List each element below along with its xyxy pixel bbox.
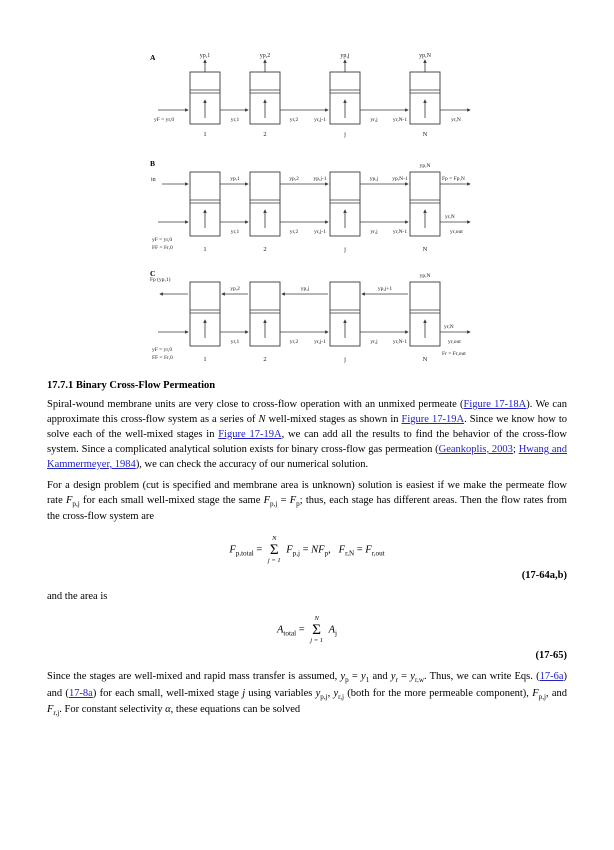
reference-link[interactable]: 17-6a [539,671,564,683]
variable: y [315,687,321,699]
stream-label: yr,j-1 [314,339,326,345]
stream-label: yr,N [451,117,461,123]
stream-label: yr,N [444,324,454,330]
stream-label: yr,1 [230,117,240,123]
subscript: 1 [365,676,370,685]
paragraph-area-intro: and the area is [47,591,108,603]
paragraph-design-problem: For a design problem (cut is specified and membrane area is unknown) solution is easiest if we make the permeate flow rate $F_{p,j}$ for each small well-mixed stage the same $F_{p,j} = F_p$; thus, each stage has different areas. Then the flow rates from the cross-flow system are [47,480,567,523]
equation-17-64: $F_{p,total}$ = N Σ j = 1 $F_{p,j} = NF_p$, $F_{r,N} = F_{r,out}$ [229,535,385,564]
variable: F [289,495,297,506]
subscript: r,N [345,549,355,558]
stream-label: yp,j [340,53,350,59]
subscript: p,total [235,549,254,558]
stream-label: yr,1 [230,229,240,235]
permeate-arrows [205,60,425,72]
variable: α [165,703,171,715]
equation-number-17-64: (17-64a,b) [521,570,567,582]
subscript: p [296,500,300,509]
variable: j [242,687,246,699]
diagram-c-tag: C [150,269,156,278]
stage-number: j [344,356,346,363]
stage-number: 2 [263,131,267,138]
stream-label: yp,2 [230,286,240,292]
paragraph-intro: Spiral-wound membrane units are very close to cross-flow operation with an unmixed permeate (Figure 17-18A). We can approximate this cross-flow system as a series of N well-mixed stages as shown in Figure 17-19A. Since we know how to solve each of the well-mixed stages in Figure 17-19A, we can add all the results to find the behavior of the cross-flow system. Since a complicated analytical solution exists for binary cross-flow gas permeation (Geankoplis, 2003; Hwang and Kammermeyer, 1984), we can check the accuracy of our numerical solution. [47,399,568,470]
variable: F [338,544,346,556]
stream-label: yp,N [419,53,431,59]
subscript: p,j [292,549,300,558]
stream-label: yp,2 [259,53,271,59]
variable: A [277,624,284,636]
equation-number-17-65: (17-65) [535,650,567,662]
paragraph-well-mixed: Since the stages are well-mixed and rapid mass transfer is assumed, $y_p = y_1$ and $y_r = y_{r,w}$. Thus, we can write Eqs. (17-6a) and (17-8a) for each small, well-mixed stage j using variables $y_{p,j}$, $y_{r,j}$ (both for the more permeable component), $F_{p,j}$, and $F_{r,j}$. For constant selectivity α, these equations can be solved [47,671,568,717]
subscript: p,j [72,500,80,509]
retentate-out-flow-label: Fr = Fr,out [442,351,466,357]
stream-label: yr,2 [289,229,299,235]
stage-number: 2 [263,246,267,253]
stage-number: 2 [263,356,267,363]
diagram-b-tag: B [150,159,156,168]
stream-label: yr,j [370,229,378,235]
stage-boxes [190,282,440,346]
stage-number: N [422,131,428,138]
reference-link[interactable]: Hwang and Kammermeyer, 1984 [47,444,567,470]
stream-label: yp,N [419,273,431,279]
diagram-c-countercurrent [147,266,479,366]
stream-label: yr,out [448,339,461,345]
feed-label: yF = yr,0 [152,237,173,243]
variable: F [365,544,372,556]
reference-link[interactable]: Figure 17-18A [463,399,527,410]
diagram-b-cocurrent [147,156,479,256]
feed-label: yF = yr,0 [154,117,175,123]
feed-label: FF = Fr,0 [152,355,173,361]
summation-symbol: N Σ j = 1 [310,615,323,644]
stream-label: yp,j [369,176,379,182]
stage-number: 1 [203,131,207,138]
diagram-a-crossflow [147,50,479,142]
stage-number: j [344,131,346,138]
stream-label: yr,N-1 [392,117,408,123]
permeate-out-label: Fp = Fp,N [442,176,465,182]
stage-number: N [422,356,428,363]
stage-number: 1 [203,246,207,253]
subscript: p [345,676,349,685]
stream-label: yr,N [445,214,455,220]
variable: y [361,671,366,683]
feed-label: FF = Fr,0 [152,245,173,251]
stream-label: yp,N [419,163,431,169]
reference-link[interactable]: Figure 17-19A [218,429,282,440]
variable: F [532,687,539,699]
reference-link[interactable]: Geankoplis, 2003 [438,444,513,455]
variable: A [328,624,336,636]
variable: y [410,671,415,683]
variable: F [263,495,271,506]
permeate-in-label: in [151,177,156,183]
stream-label: yr,j-1 [314,229,326,235]
stream-label: yr,N-1 [392,339,408,345]
reference-link[interactable]: Figure 17-19A [401,414,465,425]
reference-link[interactable]: 17-8a [68,687,93,699]
feed-label: yF = yr,0 [152,347,173,353]
stream-label: yp,N-1 [392,176,408,182]
stream-label: yr,2 [289,117,299,123]
subscript: r,j [338,692,345,701]
stream-label: yr,j [370,339,378,345]
stream-label: yr,j-1 [314,117,326,123]
variable: y [390,671,396,683]
stream-label: yp,j-1 [313,176,327,182]
subscript: p,j [320,692,328,701]
stream-label: yr,1 [230,339,240,345]
subscript: total [283,629,297,638]
stream-label: yr,2 [289,339,299,345]
stream-label: yr,j [370,117,378,123]
stream-label: yp,j+1 [377,286,393,292]
stream-label: yp,1 [230,176,240,182]
subscript: p,j [270,500,278,509]
document-page [0,50,614,718]
variable: NF [311,544,325,556]
subscript: r,j [53,708,60,717]
variable: F [229,544,236,556]
summation-symbol: N Σ j = 1 [267,535,281,564]
stream-label: yp,2 [289,176,299,182]
stage-number: 1 [203,356,207,363]
subscript: j [335,629,337,638]
stream-label: yr,out [450,229,463,235]
stage-number: N [422,246,428,253]
subscript: p [324,549,329,558]
figure-well-mixed-cascades [147,50,479,366]
subscript: r,out [371,549,385,558]
variable: F [47,703,54,715]
section-heading: 17.7.1 Binary Cross-Flow Permeation [47,380,216,391]
diagram-a-tag: A [150,53,156,62]
subscript: r [395,676,398,685]
variable: y [340,671,346,683]
variable: y [333,687,339,699]
subscript: r,w [414,676,424,685]
stream-label: yr,N-1 [392,229,408,235]
stream-label: yp,j [300,286,310,292]
variable: F [65,495,73,506]
variable: F [286,544,293,556]
subscript: p,j [538,692,546,701]
variable: N [258,414,266,425]
stream-label: yp,1 [199,53,211,59]
equation-17-65: $A_{total}$ = N Σ j = 1 $A_j$ [277,615,337,644]
permeate-out-label: Fp (yp,1) [150,277,171,283]
stage-number: j [344,246,346,253]
